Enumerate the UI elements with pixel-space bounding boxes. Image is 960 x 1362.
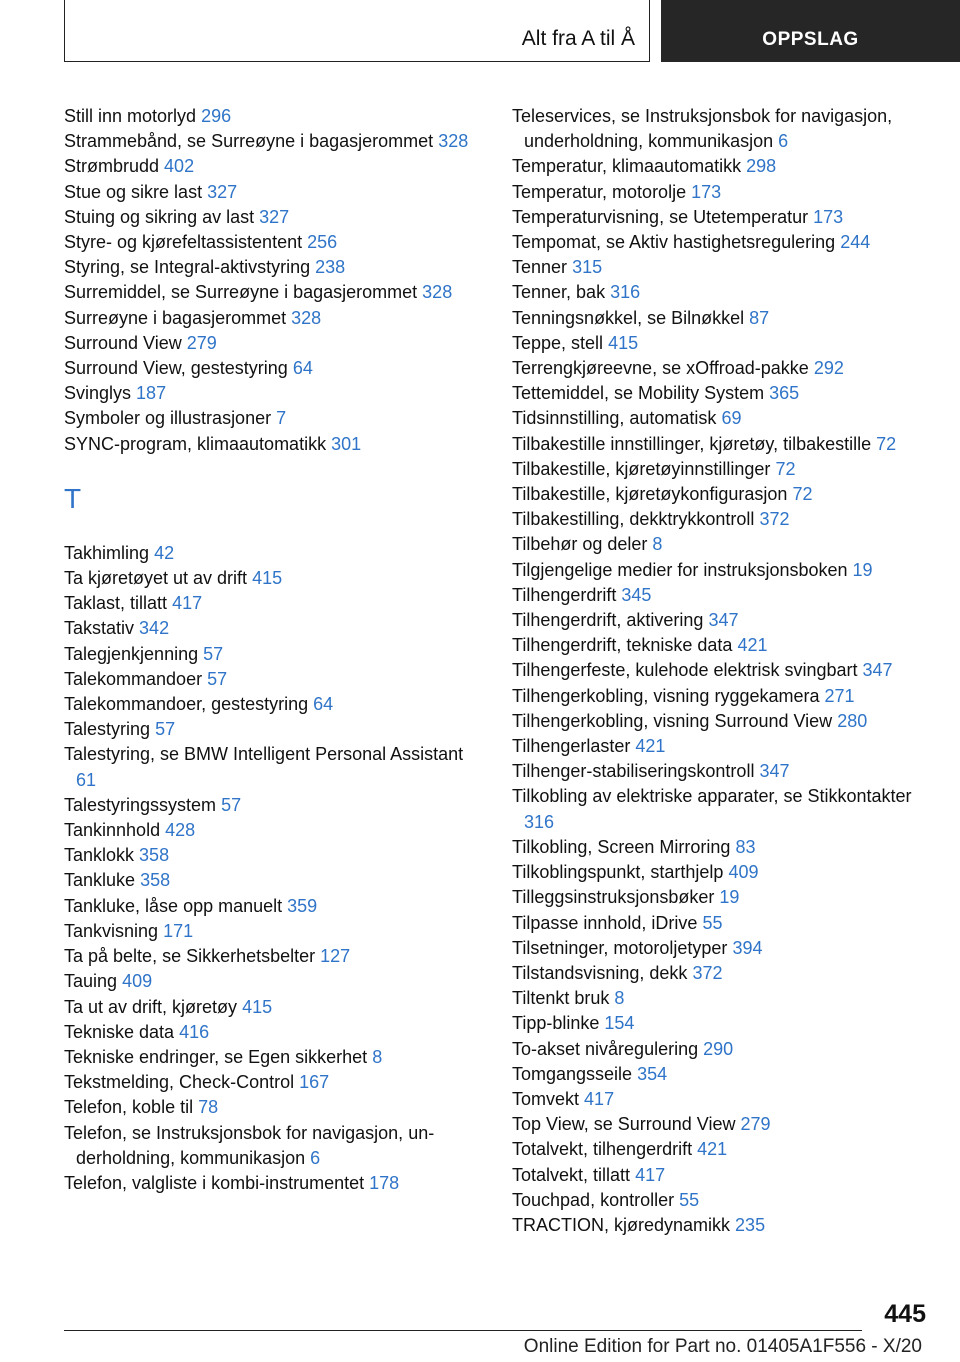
index-entry-text: Talestyringssystem xyxy=(64,794,217,815)
index-entry-page-link[interactable]: 61 xyxy=(76,769,97,790)
header-chapter-tab xyxy=(661,0,960,62)
index-entry-text: Takstativ xyxy=(64,618,135,639)
index-entry-text: Tilhengerkobling, visning ryggekamera xyxy=(512,685,820,706)
index-entry-page-link[interactable]: 417 xyxy=(635,1164,666,1185)
index-entry-text: Tilsetninger, motoroljetyper xyxy=(512,937,728,958)
index-entry xyxy=(512,986,932,1011)
index-entry-page-link[interactable]: 72 xyxy=(775,458,796,479)
index-entry xyxy=(512,835,932,860)
index-entry-page-link[interactable]: 57 xyxy=(203,643,224,664)
index-entry xyxy=(512,1137,932,1162)
index-entry-page-link[interactable]: 315 xyxy=(572,257,603,278)
index-entry xyxy=(512,709,932,734)
index-entry xyxy=(64,667,469,692)
index-entry-text: Tettemiddel, se Mobility System xyxy=(512,383,765,404)
index-entry xyxy=(64,104,469,129)
index-entry xyxy=(64,280,469,305)
index-entry-page-link[interactable]: 256 xyxy=(307,232,338,253)
index-entry xyxy=(64,306,469,331)
index-entry-page-link[interactable]: 57 xyxy=(221,794,242,815)
index-entry xyxy=(64,793,469,818)
index-entry-page-link[interactable]: 409 xyxy=(122,971,153,992)
index-letter-heading: T xyxy=(64,482,82,514)
index-entry-page-link[interactable]: 328 xyxy=(422,282,453,303)
index-entry xyxy=(64,818,469,843)
index-entry-page-link[interactable]: 78 xyxy=(198,1097,219,1118)
index-entry xyxy=(512,860,932,885)
index-entry-page-link[interactable]: 342 xyxy=(139,618,170,639)
index-entry-text: Telefon, koble til xyxy=(64,1097,194,1118)
index-entry-page-link[interactable]: 345 xyxy=(621,584,652,605)
index-entry xyxy=(512,633,932,658)
index-entry-page-link[interactable]: 417 xyxy=(172,593,203,614)
index-entry-page-link[interactable]: 358 xyxy=(139,845,170,866)
header-section-box xyxy=(64,0,650,62)
index-entry-page-link[interactable]: 301 xyxy=(331,433,362,454)
index-entry-text: Temperaturvisning, se Utetemperatur xyxy=(512,206,809,227)
index-entry-text: TRACTION, kjøredynamikk xyxy=(512,1214,731,1235)
index-entry-page-link[interactable]: 327 xyxy=(259,206,290,227)
index-entry xyxy=(512,457,932,482)
index-entry-page-link[interactable]: 421 xyxy=(697,1139,728,1160)
index-entry-text: Teppe, stell xyxy=(512,332,604,353)
footer-edition: Online Edition for Part no. 01405A1F556 - X/20 xyxy=(523,1336,922,1357)
index-entry-text: Talegjenkjenning xyxy=(64,643,199,664)
index-entry xyxy=(64,566,469,591)
index-entry xyxy=(512,180,932,205)
index-entry-page-link[interactable]: 292 xyxy=(813,358,844,379)
index-entry-page-link[interactable]: 372 xyxy=(692,962,723,983)
index-entry-text: Taklast, tillatt xyxy=(64,593,168,614)
index-entry-page-link[interactable]: 83 xyxy=(735,836,756,857)
index-entry-page-link[interactable]: 409 xyxy=(728,862,759,883)
index-entry-page-link[interactable]: 402 xyxy=(164,156,195,177)
index-entry-page-link[interactable]: 280 xyxy=(837,710,868,731)
index-entry-text: Tilhengerlaster xyxy=(512,736,631,757)
index-entry xyxy=(64,1095,469,1120)
index-entry-text: Tankluke, låse opp manuelt xyxy=(64,895,283,916)
index-entry xyxy=(512,356,932,381)
index-entry-text: Top View, se Surround View xyxy=(512,1114,736,1135)
index-entry-text: Surremiddel, se Surreøyne i bagasjerommet xyxy=(64,282,418,303)
index-entry-page-link[interactable]: 416 xyxy=(179,1021,210,1042)
index-entry xyxy=(512,532,932,557)
index-entry-text: Totalvekt, tilhengerdrift xyxy=(512,1139,693,1160)
index-entry xyxy=(64,1171,469,1196)
index-entry-page-link[interactable]: 64 xyxy=(292,358,313,379)
index-entry-page-link[interactable]: 347 xyxy=(862,660,893,681)
index-entry-page-link[interactable]: 72 xyxy=(792,484,813,505)
index-entry-page-link[interactable]: 415 xyxy=(252,568,283,589)
index-entry-text: Tankvisning xyxy=(64,920,159,941)
index-entry-page-link[interactable]: 415 xyxy=(242,996,273,1017)
index-entry-page-link[interactable]: 7 xyxy=(276,408,287,429)
index-entry-text: Tenner, bak xyxy=(512,282,606,303)
index-entry-text: Tipp-blinke xyxy=(512,1013,600,1034)
index-entry xyxy=(512,1163,932,1188)
index-entry xyxy=(512,1087,932,1112)
index-entry-text: Tekniske data xyxy=(64,1021,175,1042)
index-entry xyxy=(64,742,469,792)
index-entry xyxy=(512,482,932,507)
index-entry xyxy=(64,919,469,944)
index-entry-text: Tilbehør og deler xyxy=(512,534,648,555)
index-entry xyxy=(64,1045,469,1070)
index-entry-page-link[interactable]: 187 xyxy=(136,383,167,404)
index-entry xyxy=(64,1070,469,1095)
index-entry xyxy=(64,129,469,154)
index-entry-text: Tiltenkt bruk xyxy=(512,988,610,1009)
index-entry xyxy=(64,843,469,868)
index-entry-text: Takhimling xyxy=(64,542,150,563)
index-entry xyxy=(512,608,932,633)
index-entry xyxy=(512,658,932,683)
index-entry-text: Tankinnhold xyxy=(64,820,161,841)
index-entry xyxy=(512,684,932,709)
index-entry-text: Teleservices, se Instruksjonsbok for navigasjon, underholdning, kommunikasjon xyxy=(512,106,893,152)
index-entry-text: Tomvekt xyxy=(512,1088,580,1109)
index-entry xyxy=(512,734,932,759)
index-entry xyxy=(512,1062,932,1087)
index-entry xyxy=(512,583,932,608)
index-entry-text: Surround View, gestestyring xyxy=(64,358,288,379)
index-entry-page-link[interactable]: 394 xyxy=(732,937,763,958)
index-entry-text: Tilleggsinstruksjonsbøker xyxy=(512,887,715,908)
index-entry-page-link[interactable]: 358 xyxy=(140,870,171,891)
index-entry-page-link[interactable]: 173 xyxy=(691,181,722,202)
index-entry-page-link[interactable]: 279 xyxy=(740,1114,771,1135)
index-entry-text: Tilpasse innhold, iDrive xyxy=(512,912,698,933)
index-entry-text: Tekstmelding, Check-Control xyxy=(64,1072,295,1093)
index-column-left xyxy=(64,104,469,1196)
index-entry xyxy=(512,205,932,230)
index-entry xyxy=(64,406,469,431)
index-entry xyxy=(512,759,932,784)
index-entry-text: Tilbakestilling, dekktrykkontroll xyxy=(512,509,755,530)
index-entry xyxy=(64,894,469,919)
index-entry-text: Tilhengerdrift, aktivering xyxy=(512,610,704,631)
index-entry-text: Talestyring, se BMW Intelligent Personal Assistant xyxy=(64,744,464,765)
index-entry-page-link[interactable]: 428 xyxy=(165,820,196,841)
index-entry-page-link[interactable]: 347 xyxy=(708,610,739,631)
index-entry-page-link[interactable]: 244 xyxy=(840,232,871,253)
index-entry xyxy=(64,944,469,969)
index-entry-page-link[interactable]: 417 xyxy=(584,1088,615,1109)
index-entry-page-link[interactable]: 57 xyxy=(155,719,176,740)
index-entry-text: Tilbakestille, kjøretøyinnstillinger xyxy=(512,458,771,479)
index-entry-page-link[interactable]: 167 xyxy=(299,1072,330,1093)
index-entry xyxy=(64,381,469,406)
index-entry-page-link[interactable]: 154 xyxy=(604,1013,635,1034)
index-entry-text: Tanklokk xyxy=(64,845,135,866)
index-entry xyxy=(64,331,469,356)
index-entry-text: Tempomat, se Aktiv hastighetsregulering xyxy=(512,232,836,253)
index-entry-text: Totalvekt, tillatt xyxy=(512,1164,631,1185)
index-entry xyxy=(512,1037,932,1062)
index-entry-text: Tilkoblingspunkt, starthjelp xyxy=(512,862,724,883)
index-entry-page-link[interactable]: 316 xyxy=(610,282,641,303)
index-entry xyxy=(512,280,932,305)
index-entry-page-link[interactable]: 57 xyxy=(207,668,228,689)
index-entry-page-link[interactable]: 328 xyxy=(291,307,322,328)
index-entry xyxy=(64,432,469,457)
index-entry-page-link[interactable]: 235 xyxy=(735,1214,766,1235)
index-entry xyxy=(64,642,469,667)
index-entry-text: Tilhengerkobling, visning Surround View xyxy=(512,710,833,731)
index-entry-page-link[interactable]: 64 xyxy=(313,694,334,715)
index-entry-text: Talekommandoer, gestestyring xyxy=(64,694,309,715)
index-entry xyxy=(64,616,469,641)
index-entry-text: Styre- og kjørefeltassistentent xyxy=(64,232,303,253)
index-entry-page-link[interactable]: 354 xyxy=(637,1063,668,1084)
footer-divider xyxy=(64,1330,862,1331)
index-entry-page-link[interactable]: 8 xyxy=(614,988,625,1009)
index-entry-page-link[interactable]: 421 xyxy=(737,635,768,656)
index-entry-page-link[interactable]: 296 xyxy=(201,106,232,126)
index-entry-text: Strammebånd, se Surreøyne i bagasjerommet xyxy=(64,131,434,152)
index-entry xyxy=(64,255,469,280)
index-entry-page-link[interactable]: 19 xyxy=(719,887,740,908)
index-entry-page-link[interactable]: 359 xyxy=(287,895,318,916)
index-entry xyxy=(64,230,469,255)
header-chapter-title: OPPSLAG xyxy=(762,29,859,50)
index-entry xyxy=(512,432,932,457)
index-entry xyxy=(64,541,469,566)
index-entry xyxy=(512,255,932,280)
index-entry xyxy=(64,692,469,717)
index-entry xyxy=(512,1188,932,1213)
index-entry-page-link[interactable]: 171 xyxy=(163,920,194,941)
index-entry xyxy=(512,1213,932,1238)
index-list-t xyxy=(64,541,469,1196)
index-entry xyxy=(64,969,469,994)
index-entry-text: Tilstandsvisning, dekk xyxy=(512,962,688,983)
index-entry-page-link[interactable]: 6 xyxy=(310,1147,321,1168)
index-entry-page-link[interactable]: 421 xyxy=(635,736,666,757)
index-entry-text: Tomgangsseile xyxy=(512,1063,633,1084)
index-entry-page-link[interactable]: 6 xyxy=(778,131,789,152)
index-entry-text: Tilgjengelige medier for instruksjonsboken xyxy=(512,559,848,580)
index-entry-page-link[interactable]: 173 xyxy=(813,206,844,227)
index-entry-text: Telefon, valgliste i kombi-instrumentet xyxy=(64,1172,365,1193)
index-entry xyxy=(512,230,932,255)
index-entry-text: Stuing og sikring av last xyxy=(64,206,255,227)
index-entry xyxy=(512,1112,932,1137)
index-entry-page-link[interactable]: 178 xyxy=(369,1172,400,1193)
index-entry-page-link[interactable]: 8 xyxy=(372,1046,383,1067)
index-entry-text: Temperatur, klimaautomatikk xyxy=(512,156,742,177)
index-entry-page-link[interactable]: 55 xyxy=(702,912,723,933)
index-entry-page-link[interactable]: 69 xyxy=(721,408,742,429)
index-entry xyxy=(512,936,932,961)
index-entry xyxy=(64,591,469,616)
index-entry xyxy=(512,381,932,406)
index-entry-text: Surreøyne i bagasjerommet xyxy=(64,307,287,328)
index-entry-text: Tidsinnstilling, automatisk xyxy=(512,408,717,429)
index-entry-text: Tilhenger-stabiliseringskontroll xyxy=(512,761,755,782)
index-entry xyxy=(512,885,932,910)
index-entry-text: Ta på belte, se Sikkerhetsbelter xyxy=(64,946,316,967)
index-entry-page-link[interactable]: 42 xyxy=(154,542,175,563)
index-entry-text: Tenner xyxy=(512,257,568,278)
index-entry xyxy=(64,205,469,230)
index-entry xyxy=(64,180,469,205)
index-entry xyxy=(512,104,932,154)
index-entry-text: Talestyring xyxy=(64,719,151,740)
index-entry-page-link[interactable]: 19 xyxy=(852,559,873,580)
index-entry-text: Tilkobling av elektriske apparater, se Stikkontakter xyxy=(512,786,912,807)
index-entry-text: Tilhengerdrift xyxy=(512,584,617,605)
index-entry-text: Styring, se Integral-aktivstyring xyxy=(64,257,311,278)
index-entry-page-link[interactable]: 298 xyxy=(746,156,777,177)
index-entry-page-link[interactable]: 347 xyxy=(759,761,790,782)
index-entry-text: Talekommandoer xyxy=(64,668,203,689)
index-entry-text: SYNC-program, klimaautomatikk xyxy=(64,433,327,454)
index-entry-text: Surround View xyxy=(64,332,182,353)
index-entry-text: Ta kjøretøyet ut av drift xyxy=(64,568,248,589)
index-entry-page-link[interactable]: 72 xyxy=(876,433,897,454)
index-entry xyxy=(64,1121,469,1171)
index-entry xyxy=(512,406,932,431)
index-entry-text: Still inn motorlyd xyxy=(64,106,197,126)
index-entry xyxy=(512,154,932,179)
index-entry-page-link[interactable]: 415 xyxy=(608,332,639,353)
index-entry xyxy=(512,961,932,986)
index-entry-page-link[interactable]: 328 xyxy=(438,131,469,152)
index-entry-text: Tekniske endringer, se Egen sikkerhet xyxy=(64,1046,368,1067)
index-list-t-continued xyxy=(512,104,932,1238)
index-entry xyxy=(64,995,469,1020)
index-entry-text: Tauing xyxy=(64,971,118,992)
index-entry xyxy=(64,717,469,742)
index-entry-page-link[interactable]: 372 xyxy=(759,509,790,530)
index-entry xyxy=(64,868,469,893)
index-entry-text: Touchpad, kontroller xyxy=(512,1189,675,1210)
index-entry xyxy=(512,331,932,356)
index-entry-page-link[interactable]: 8 xyxy=(652,534,663,555)
index-entry-text: Svinglys xyxy=(64,383,132,404)
index-column-right xyxy=(512,104,932,1238)
index-entry xyxy=(512,507,932,532)
index-entry-text: Telefon, se Instruksjonsbok for navigasjon, underholdning, kommunikasjon xyxy=(64,1122,435,1168)
index-entry-text: Stue og sikre last xyxy=(64,181,203,202)
index-entry-text: Tenningsnøkkel, se Bilnøkkel xyxy=(512,307,745,328)
index-entry-text: Strømbrudd xyxy=(64,156,160,177)
page-number: 445 xyxy=(884,1300,926,1328)
index-entry-text: Tilbakestille innstillinger, kjøretøy, tilbakestille xyxy=(512,433,872,454)
index-entry-text: Temperatur, motorolje xyxy=(512,181,687,202)
index-entry-page-link[interactable]: 87 xyxy=(749,307,770,328)
index-entry-text: Symboler og illustrasjoner xyxy=(64,408,272,429)
index-entry-page-link[interactable]: 327 xyxy=(207,181,238,202)
index-entry-page-link[interactable]: 365 xyxy=(769,383,800,404)
index-entry-page-link[interactable]: 238 xyxy=(315,257,346,278)
index-entry-page-link[interactable]: 127 xyxy=(320,946,351,967)
index-entry-text: Tilkobling, Screen Mirroring xyxy=(512,836,731,857)
index-entry-page-link[interactable]: 316 xyxy=(524,811,555,832)
index-entry xyxy=(512,558,932,583)
index-entry xyxy=(64,356,469,381)
index-entry-page-link[interactable]: 55 xyxy=(679,1189,700,1210)
header-section-title: Alt fra A til Å xyxy=(521,27,635,50)
index-entry xyxy=(512,784,932,834)
index-entry-text: Tilbakestille, kjøretøykonfigurasjon xyxy=(512,484,788,505)
index-entry xyxy=(512,911,932,936)
index-entry xyxy=(64,154,469,179)
index-entry-text: Terrengkjøreevne, se xOffroad-pakke xyxy=(512,358,809,379)
index-entry xyxy=(512,306,932,331)
index-entry-page-link[interactable]: 271 xyxy=(824,685,855,706)
index-entry-text: Tilhengerdrift, tekniske data xyxy=(512,635,733,656)
index-entry-page-link[interactable]: 279 xyxy=(186,332,217,353)
index-entry xyxy=(64,1020,469,1045)
index-entry-text: To-akset nivåregulering xyxy=(512,1038,699,1059)
index-entry-text: Ta ut av drift, kjøretøy xyxy=(64,996,238,1017)
index-entry xyxy=(512,1011,932,1036)
index-entry-text: Tankluke xyxy=(64,870,136,891)
index-entry-page-link[interactable]: 290 xyxy=(703,1038,734,1059)
index-entry-text: Tilhengerfeste, kulehode elektrisk svingbart xyxy=(512,660,858,681)
index-list-s xyxy=(64,104,469,457)
